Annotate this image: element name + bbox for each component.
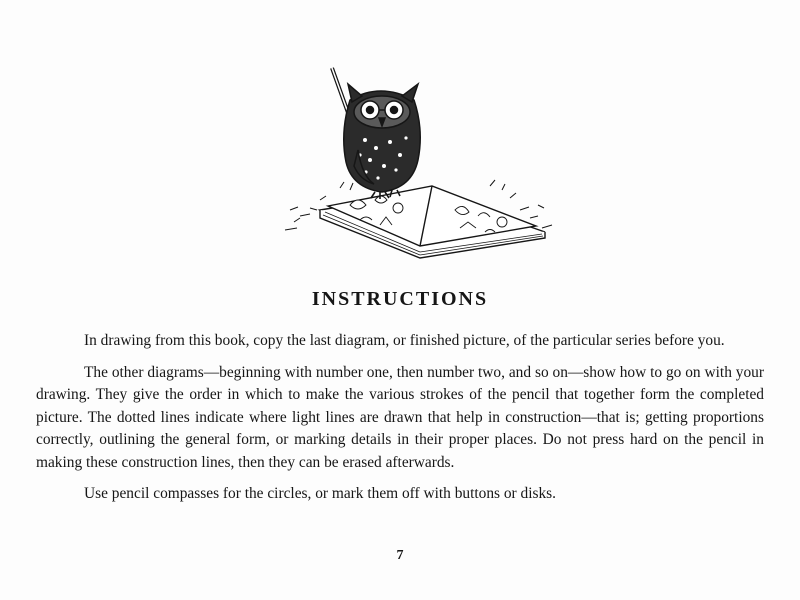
instructions-paragraph-3: Use pencil compasses for the circles, or mark them off with buttons or disks. [84, 485, 557, 502]
page-number: 7 [396, 548, 404, 563]
instructions-paragraph-2: The other diagrams—beginning with number one, then number two, and so on—show how to go on with your drawing. They give the order in which to make the various strokes of the pencil that together form the completed picture. The dotted lines indicate where light lines are drawn that help in construction—that is; getting proportions correctly, outlining the general form, or marking details in their proper places. Do not press hard on the pencil in making these construction lines, then they can be erased afterwards. [36, 363, 764, 471]
page-heading: INSTRUCTIONS [311, 288, 489, 310]
owl [344, 84, 421, 199]
instructions-paragraph-1: In drawing from this book, copy the last diagram, or finished picture, of the particular series before you. [84, 332, 725, 349]
instructions-body [36, 330, 764, 515]
owl-drawing-illustration [280, 60, 560, 260]
